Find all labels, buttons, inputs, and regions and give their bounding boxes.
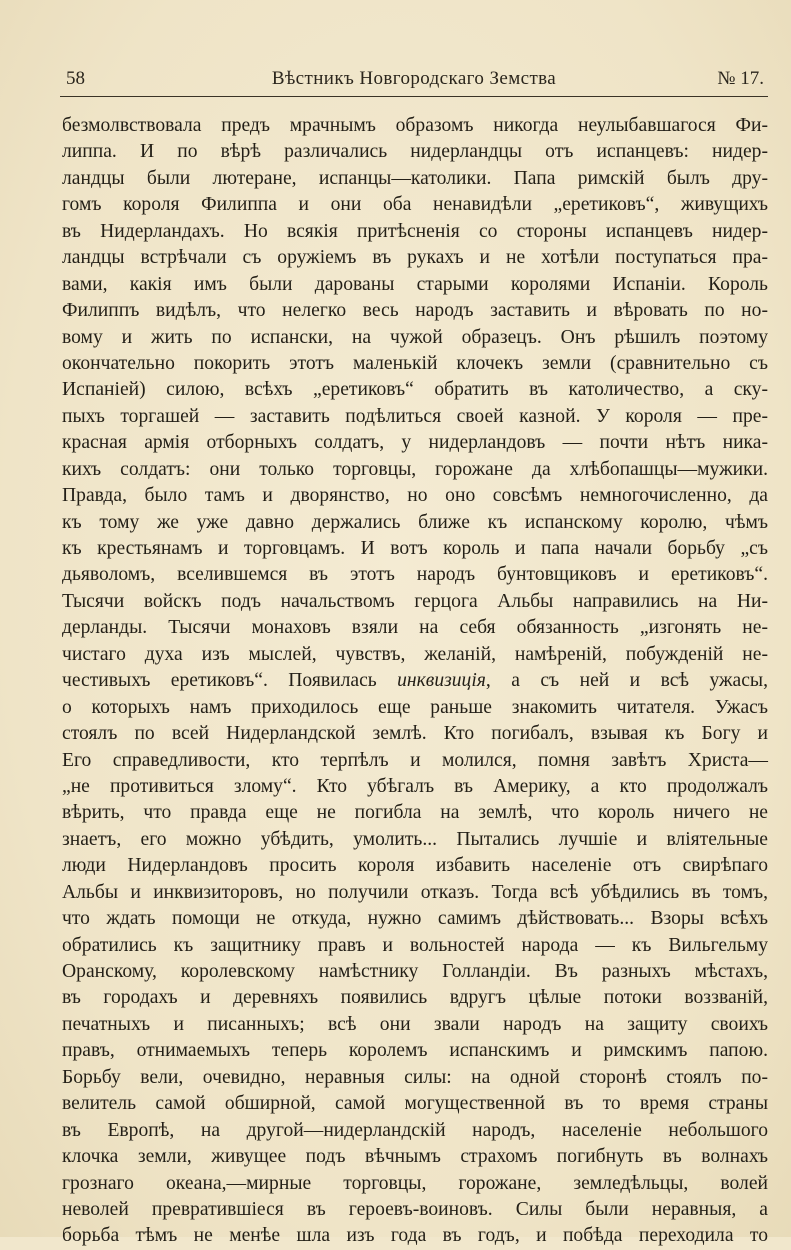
text-line: пыхъ торгашей — заставить подѣлиться своей казной. У короля — пре- (62, 405, 768, 427)
text-line: вами, какія имъ были дарованы старыми королями Испаніи. Король (62, 273, 768, 295)
text-line: люди Нидерландовъ просить короля избавить населеніе отъ свирѣпаго (62, 855, 768, 877)
body-text (62, 113, 768, 1250)
text-line: клочка земли, живущее подъ вѣчнымъ страхомъ погибнуть въ волнахъ (62, 1146, 768, 1168)
text-line: печатныхъ и писанныхъ; всѣ они звали народъ на защиту своихъ (62, 1013, 768, 1035)
text-line: гомъ короля Филиппа и они оба ненавидѣли „еретиковъ“, живущихъ (62, 194, 768, 216)
text-line: Альбы и инквизиторовъ, но получили отказъ. Тогда всѣ убѣдились въ томъ, (62, 881, 768, 903)
running-header (60, 66, 768, 96)
text-line: Правда, было тамъ и дворянство, но оно совсѣмъ немногочисленно, да (62, 485, 768, 507)
page-number: 58 (66, 68, 85, 89)
text-line: къ крестьянамъ и торговцамъ. И вотъ король и папа начали борьбу „съ (62, 538, 768, 559)
italic-term: инквизиція (397, 670, 486, 692)
text-line: кихъ солдатъ: они только торговцы, горожане да хлѣбопашцы—мужики. (62, 458, 768, 480)
issue-number: № 17. (717, 68, 764, 89)
text-line: дерланды. Тысячи монаховъ взяли на себя обязанность „изгонять не- (62, 617, 768, 639)
text-line: знаетъ, его можно убѣдить, умолить... Пытались лучшіе и вліятельные (62, 828, 768, 850)
text-line-italic-term: честивыхъ еретиковъ“. Появилась инквизиція, а съ ней и всѣ ужасы, (62, 670, 768, 692)
text-line: вому и жить по испански, на чужой образецъ. Онъ рѣшилъ поэтому (62, 326, 768, 348)
text-line: Оранскому, королевскому намѣстнику Голландіи. Въ разныхъ мѣстахъ, (62, 961, 768, 982)
text-line: стоялъ по всей Нидерландской землѣ. Кто погибалъ, взывая къ Богу и (62, 723, 768, 745)
text-line: въ городахъ и деревняхъ появились вдругъ цѣлые потоки воззваній, (62, 987, 768, 1009)
text-line: грознаго океана,—мирные торговцы, горожане, земледѣльцы, волей (62, 1172, 768, 1194)
text-line: красная армія отборныхъ солдатъ, у нидерландовъ — почти нѣтъ ника- (62, 432, 768, 454)
text-line: ландцы встрѣчали съ оружіемъ въ рукахъ и не хотѣли поступаться пра- (62, 247, 768, 269)
text-line: ландцы были лютеране, испанцы—католики. Папа римскій былъ дру- (62, 167, 768, 189)
text-line: липпа. И по вѣрѣ различались нидерландцы отъ испанцевъ: нидер- (62, 141, 768, 163)
text-line: Борьбу вели, очевидно, неравныя силы: на одной сторонѣ стоялъ по- (62, 1066, 768, 1088)
text-line: Его справедливости, кто терпѣлъ и молился, помня завѣтъ Христа— (62, 749, 768, 771)
text-line: обратились къ защитнику правъ и вольностей народа — къ Вильгельму (62, 934, 768, 956)
text-line: что ждать помощи не откуда, нужно самимъ дѣйствовать... Взоры всѣхъ (62, 908, 768, 930)
text-line: велитель самой обширной, самой могущественной въ то время страны (62, 1093, 768, 1115)
text-line: о которыхъ намъ приходилось еще раньше знакомить читателя. Ужасъ (62, 696, 768, 718)
text-line: дьяволомъ, вселившемся въ этотъ народъ бунтовщиковъ и еретиковъ“. (62, 564, 768, 586)
text-line: вѣрить, что правда еще не погибла на землѣ, что король ничего не (62, 802, 768, 824)
text-line: въ Нидерландахъ. Но всякія притѣсненія со стороны испанцевъ нидер- (62, 220, 768, 242)
journal-title: Вѣстникъ Новгородскаго Земства (271, 68, 557, 89)
text-line: Испаніей) силою, всѣхъ „еретиковъ“ обратить въ католичество, а ску- (62, 379, 768, 401)
text-line: Тысячи войскъ подъ начальствомъ герцога Альбы направились на Ни- (62, 590, 768, 612)
text-line: Филиппъ видѣлъ, что нелегко весь народъ заставить и вѣровать по но- (62, 300, 768, 322)
text-line: правъ, отнимаемыхъ теперь королемъ испанскимъ и римскимъ папою. (62, 1040, 768, 1062)
text-line: чистаго духа изъ мыслей, чувствъ, желаній, намѣреній, побужденій не- (62, 643, 768, 665)
text-line: въ Европѣ, на другой—нидерландскій народъ, населеніе небольшого (62, 1119, 768, 1141)
text-line: „не противиться злому“. Кто убѣгалъ въ Америку, а кто продолжалъ (62, 775, 768, 797)
text-line: окончательно покорить этотъ маленькій клочекъ земли (сравнительно съ (62, 352, 768, 374)
text-line: неволей превратившіеся въ героевъ-воиновъ. Силы были неравныя, а (62, 1198, 768, 1220)
text-line: борьба тѣмъ не менѣе шла изъ года въ годъ, и побѣда переходила то (62, 1225, 768, 1247)
text-line: безмолвствовала предъ мрачнымъ образомъ никогда неулыбавшагося Фи- (62, 115, 768, 136)
header-rule (60, 96, 768, 97)
text-line: къ тому же уже давно держались ближе къ испанскому королю, чѣмъ (62, 511, 768, 533)
